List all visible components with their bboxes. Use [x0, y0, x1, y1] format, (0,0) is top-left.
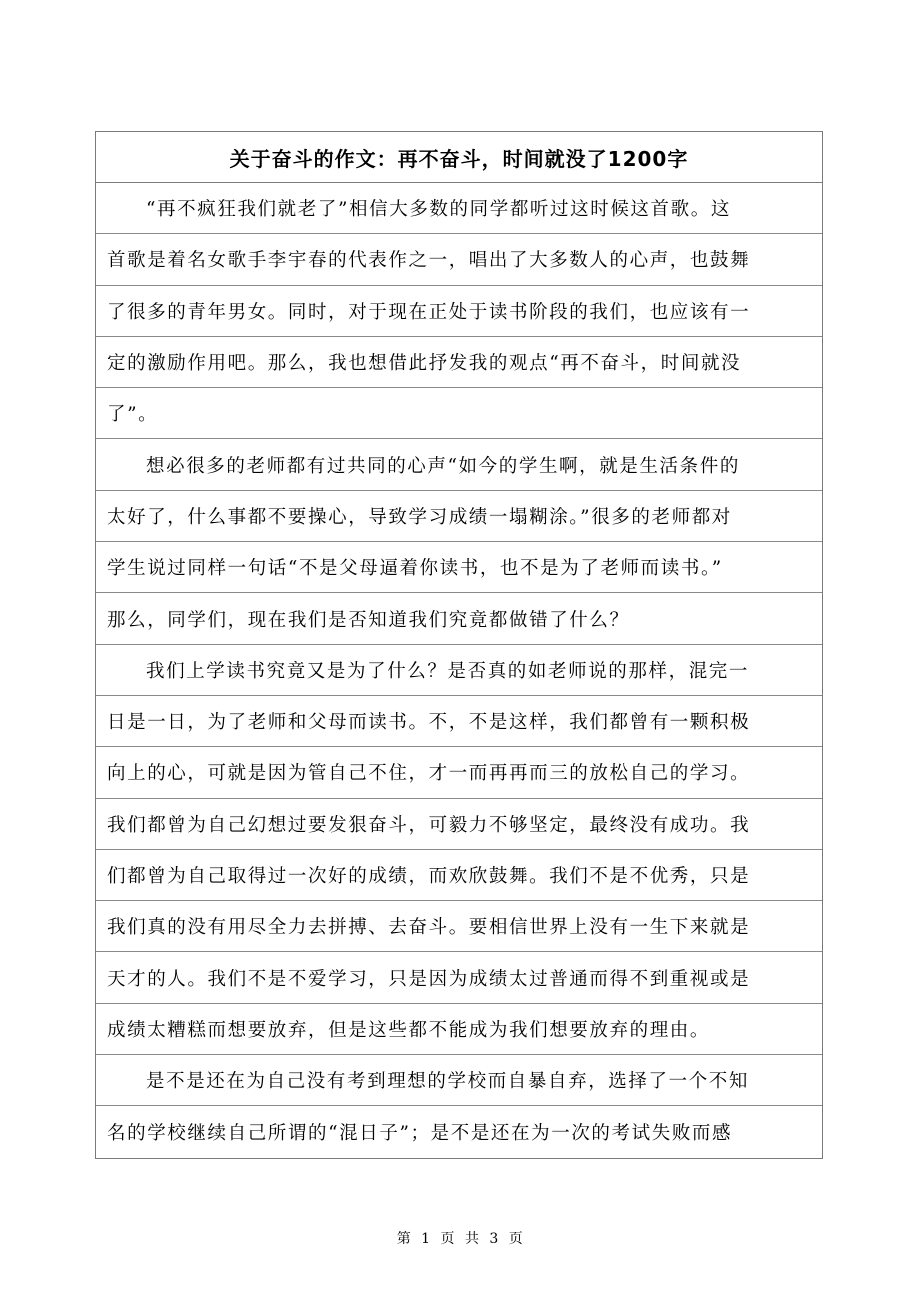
text-line: 定的激励作用吧。那么，我也想借此抒发我的观点“再不奋斗，时间就没 [96, 337, 822, 388]
text-line: 我们真的没有用尽全力去拼搏、去奋斗。要相信世界上没有一生下来就是 [96, 901, 822, 952]
text-line: 了”。 [96, 388, 822, 439]
text-line: 向上的心，可就是因为管自己不住，才一而再再而三的放松自己的学习。 [96, 747, 822, 798]
page-number-footer: 第 1 页 共 3 页 [396, 1231, 524, 1247]
text-line: 那么，同学们，现在我们是否知道我们究竟都做错了什么？ [96, 593, 822, 644]
text-line: 学生说过同样一句话“不是父母逼着你读书，也不是为了老师而读书。” [96, 542, 822, 593]
text-line: 成绩太糟糕而想要放弃，但是这些都不能成为我们想要放弃的理由。 [96, 1004, 822, 1055]
text-line: 首歌是着名女歌手李宇春的代表作之一，唱出了大多数人的心声，也鼓舞 [96, 234, 822, 285]
text-line: 我们上学读书究竟又是为了什么？是否真的如老师说的那样，混完一 [96, 645, 822, 696]
text-line: 是不是还在为自己没有考到理想的学校而自暴自弃，选择了一个不知 [96, 1055, 822, 1106]
text-line: 日是一日，为了老师和父母而读书。不，不是这样，我们都曾有一颗积极 [96, 696, 822, 747]
text-line: 们都曾为自己取得过一次好的成绩，而欢欣鼓舞。我们不是不优秀，只是 [96, 850, 822, 901]
text-line: 名的学校继续自己所谓的“混日子”；是不是还在为一次的考试失败而感 [107, 1122, 733, 1144]
text-line: 想必很多的老师都有过共同的心声“如今的学生啊，就是生活条件的 [96, 439, 822, 490]
essay-table [95, 131, 823, 1159]
text-line: 太好了，什么事都不要操心，导致学习成绩一塌糊涂。”很多的老师都对 [96, 491, 822, 542]
essay-body [96, 183, 822, 1158]
page-title: 关于奋斗的作文：再不奋斗，时间就没了1200字 [229, 146, 689, 171]
text-line: 我们都曾为自己幻想过要发狠奋斗，可毅力不够坚定，最终没有成功。我 [96, 799, 822, 850]
text-line: 了很多的青年男女。同时，对于现在正处于读书阶段的我们，也应该有一 [96, 286, 822, 337]
text-line: “再不疯狂我们就老了”相信大多数的同学都听过这时候这首歌。这 [96, 183, 822, 234]
title-row [96, 132, 822, 183]
text-line: 天才的人。我们不是不爱学习，只是因为成绩太过普通而得不到重视或是 [96, 952, 822, 1003]
